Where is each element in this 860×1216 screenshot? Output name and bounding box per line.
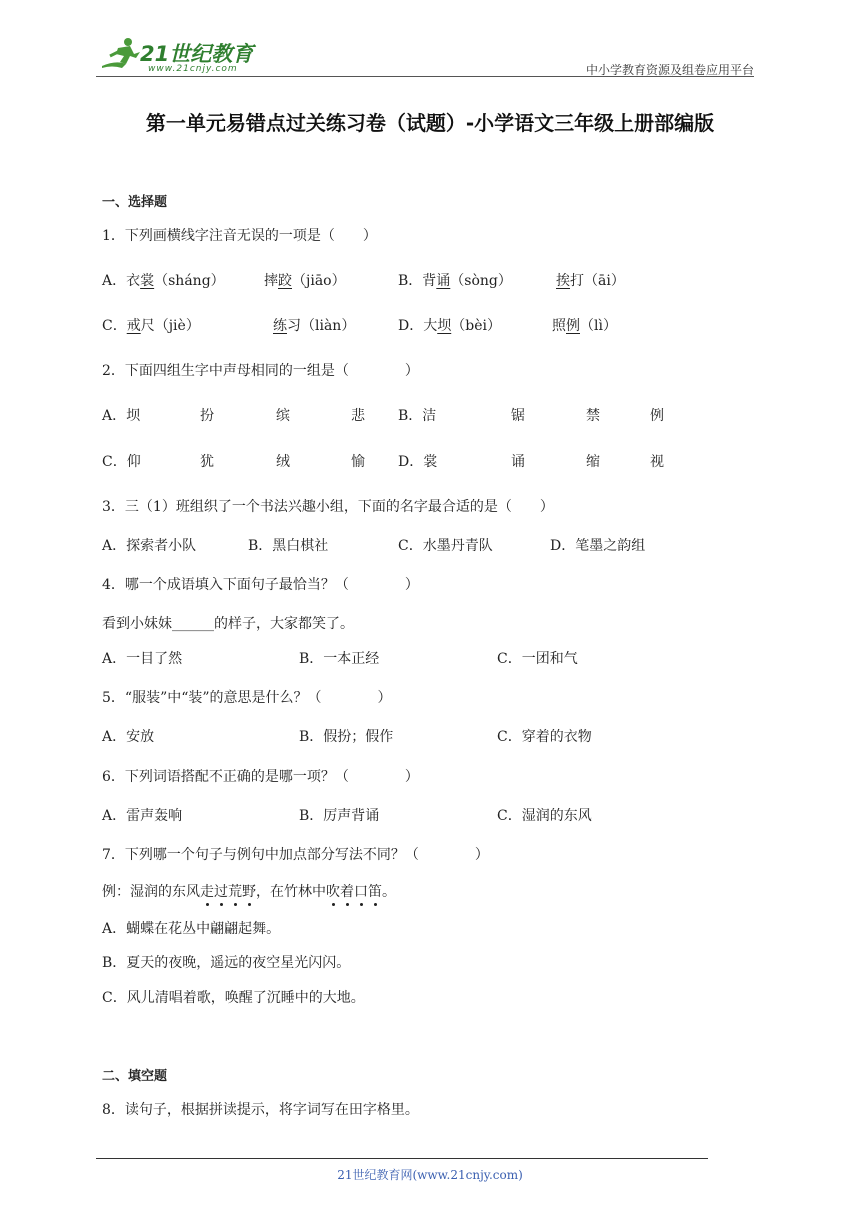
q4-option-b: B．一本正经 <box>299 651 380 667</box>
q2-option-c-char: 愉 <box>351 454 365 470</box>
question-6-stem: 6．下列词语搭配不正确的是哪一项？（ ） <box>102 769 419 785</box>
q2-option-a: A．坝 <box>102 408 141 424</box>
q2-option-b-char: 锯 <box>511 408 525 424</box>
footer-link[interactable]: 21世纪教育网(www.21cnjy.com) <box>337 1168 523 1182</box>
question-2-stem: 2．下面四组生字中声母相同的一组是（ ） <box>102 363 419 379</box>
question-3-stem: 3．三（1）班组织了一个书法兴趣小组，下面的名字最合适的是（ ） <box>102 499 554 515</box>
q2-option-d-char: 视 <box>650 454 664 470</box>
q7-option-c: C．风儿清唱着歌，唤醒了沉睡中的大地。 <box>102 990 365 1006</box>
site-tagline: 中小学教育资源及组卷应用平台 <box>585 63 754 77</box>
q3-option-b: B．黑白棋社 <box>248 538 329 554</box>
q4-option-a: A．一目了然 <box>102 651 183 667</box>
q3-option-a: A．探索者小队 <box>102 538 197 554</box>
question-1-stem: 1．下列画横线字注音无误的一项是（ ） <box>102 228 377 244</box>
q5-option-a: A．安放 <box>102 729 155 745</box>
question-7-stem: 7．下列哪一个句子与例句中加点部分写法不同？（ ） <box>102 847 489 863</box>
footer-divider <box>96 1158 708 1159</box>
dotted-char: 着 <box>340 881 354 901</box>
q7-example: 例：湿润的东风走过荒野，在竹林中吹着口笛。 <box>102 881 396 901</box>
q7-option-a: A．蝴蝶在花丛中翩翩起舞。 <box>102 921 281 937</box>
dotted-char: 笛 <box>368 881 382 901</box>
logo-text: 21世纪教育 <box>140 42 254 66</box>
q1-option-a2: 摔跤（jiāo） <box>264 273 346 289</box>
answer-blank[interactable]: ______ <box>172 616 214 632</box>
q4-option-c: C．一团和气 <box>497 651 578 667</box>
q2-option-b-char: 例 <box>650 408 664 424</box>
q2-option-c: C．仰 <box>102 454 141 470</box>
q3-option-c: C．水墨丹青队 <box>398 538 493 554</box>
q1-option-b2: 挨打（āi） <box>556 273 625 289</box>
q2-option-b-char: 禁 <box>586 408 600 424</box>
q1-option-c2: 练习（liàn） <box>273 318 356 334</box>
q7-option-b: B．夏天的夜晚，遥远的夜空星光闪闪。 <box>102 955 351 971</box>
dotted-char: 走 <box>200 881 214 901</box>
q2-option-a-char: 扮 <box>200 408 214 424</box>
q2-option-c-char: 绒 <box>276 454 290 470</box>
q2-option-d-char: 诵 <box>511 454 525 470</box>
q4-sentence: 看到小妹妹______的样子，大家都笑了。 <box>102 616 354 632</box>
q2-option-a-char: 缤 <box>276 408 290 424</box>
q3-option-d: D．笔墨之韵组 <box>550 538 646 554</box>
q2-option-a-char: 悲 <box>351 408 365 424</box>
q6-option-c: C．湿润的东风 <box>497 808 592 824</box>
question-5-stem: 5．“服装”中“装”的意思是什么？（ ） <box>102 690 392 706</box>
q2-option-d-char: 缩 <box>586 454 600 470</box>
q5-option-c: C．穿着的衣物 <box>497 729 592 745</box>
question-4-stem: 4．哪一个成语填入下面句子最恰当？（ ） <box>102 577 419 593</box>
q1-option-d2: 照例（lì） <box>552 318 617 334</box>
section-heading-fill: 二、填空题 <box>102 1069 168 1084</box>
q6-option-b: B．厉声背诵 <box>299 808 380 824</box>
q1-option-d1: D．大坝（bèi） <box>398 318 501 334</box>
logo-url: www.21cnjy.com <box>148 64 238 74</box>
q1-option-c1: C．戒尺（jiè） <box>102 318 200 334</box>
dotted-char: 野 <box>242 881 256 901</box>
q2-option-c-char: 犹 <box>200 454 214 470</box>
q2-option-b: B．洁 <box>398 408 437 424</box>
site-logo <box>96 34 266 78</box>
q2-option-d: D．裳 <box>398 454 438 470</box>
dotted-char: 口 <box>354 881 368 901</box>
dotted-char: 过 <box>214 881 228 901</box>
page-title: 第一单元易错点过关练习卷（试题）-小学语文三年级上册部编版 <box>145 111 715 135</box>
header-divider <box>96 76 754 77</box>
section-heading-choice: 一、选择题 <box>102 195 168 210</box>
q1-option-a1: A．衣裳（sháng） <box>102 273 225 289</box>
q1-option-b1: B．背诵（sòng） <box>398 273 512 289</box>
q5-option-b: B．假扮；假作 <box>299 729 394 745</box>
dotted-char: 荒 <box>228 881 242 901</box>
q6-option-a: A．雷声轰响 <box>102 808 183 824</box>
dotted-char: 吹 <box>326 881 340 901</box>
question-8-stem: 8．读句子，根据拼读提示，将字词写在田字格里。 <box>102 1102 419 1118</box>
